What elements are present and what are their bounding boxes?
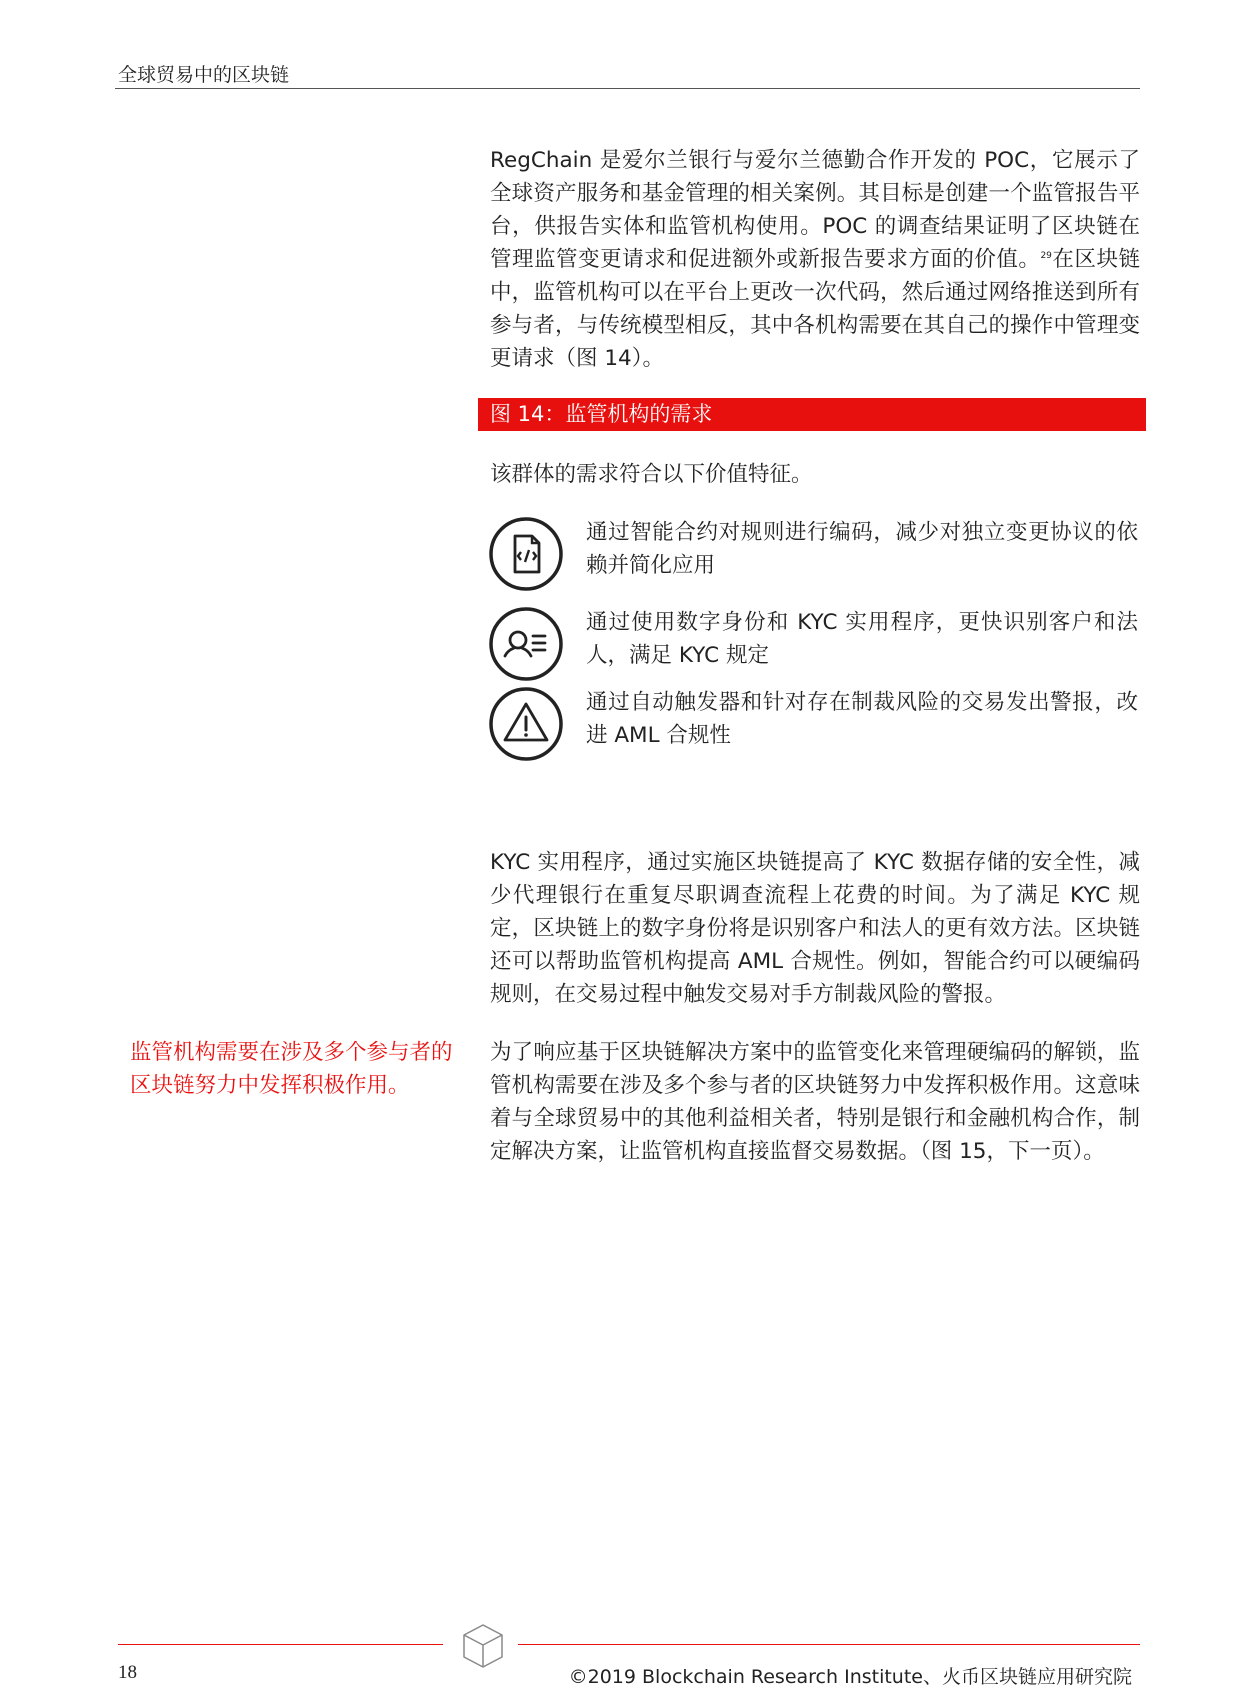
paragraph-text: KYC 实用程序，通过实施区块链提高了 KYC 数据存储的安全性，减少代理银行在重复尽职调查流程上花费的时间。为了满足 KYC 规定，区块链上的数字身份将是识别客户和法人的更有效方法。区块链还可以帮助监管机构提高 AML 合规性。例如，智能合约可以硬编码规则，在交易过程中触发交易对手方制裁风险的警报。 <box>490 850 1140 1007</box>
copyright-notice: ©2019 Blockchain Research Institute、火币区块链应用研究院 <box>568 1666 1132 1688</box>
body-paragraph-regulators <box>490 1036 1140 1168</box>
footer-divider-right <box>518 1644 1140 1645</box>
feature-text: 通过使用数字身份和 KYC 实用程序，更快识别客户和法人，满足 KYC 规定 <box>586 610 1138 668</box>
body-paragraph-regchain <box>490 144 1140 375</box>
feature-item <box>488 606 1138 684</box>
pull-quote: 监管机构需要在涉及多个参与者的区块链努力中发挥积极作用。 <box>130 1040 453 1098</box>
paragraph-text: RegChain 是爱尔兰银行与爱尔兰德勤合作开发的 POC，它展示了全球资产服务和基金管理的相关案例。其目标是创建一个监管报告平台，供报告实体和监管机构使用。POC 的调查结果证明了区块链在管理监管变更请求和促进额外或新报告要求方面的价值。 <box>490 148 1140 272</box>
body-paragraph-kyc <box>490 846 1140 1011</box>
header-divider <box>115 88 1140 89</box>
smart-contract-document-icon <box>488 516 564 592</box>
feature-item <box>488 686 1138 764</box>
warning-triangle-icon <box>488 686 564 762</box>
paragraph-text-cont: 在区块链中，监管机构可以在平台上更改一次代码，然后通过网络推送到所有参与者，与传统模型相反，其中各机构需要在其自己的操作中管理变更请求（图 14）。 <box>490 247 1140 371</box>
feature-item <box>488 516 1138 594</box>
paragraph-text: 为了响应基于区块链解决方案中的监管变化来管理硬编码的解锁，监管机构需要在涉及多个参与者的区块链努力中发挥积极作用。这意味着与全球贸易中的其他利益相关者，特别是银行和金融机构合作，制定解决方案，让监管机构直接监督交易数据。（图 15，下一页）。 <box>490 1040 1140 1164</box>
footer-divider-left <box>118 1644 443 1645</box>
feature-text: 通过智能合约对规则进行编码，减少对独立变更协议的依赖并简化应用 <box>586 520 1138 578</box>
running-header: 全球贸易中的区块链 <box>118 64 290 86</box>
footnote-ref[interactable]: 29 <box>1040 250 1052 261</box>
page-number: 18 <box>118 1662 137 1683</box>
cube-logo-icon <box>461 1622 505 1670</box>
intro-text: 该群体的需求符合以下价值特征。 <box>490 462 813 487</box>
feature-text: 通过自动触发器和针对存在制裁风险的交易发出警报，改进 AML 合规性 <box>586 690 1138 748</box>
figure-caption-bar: 图 14：监管机构的需求 <box>478 398 1146 431</box>
digital-identity-icon <box>488 606 564 682</box>
